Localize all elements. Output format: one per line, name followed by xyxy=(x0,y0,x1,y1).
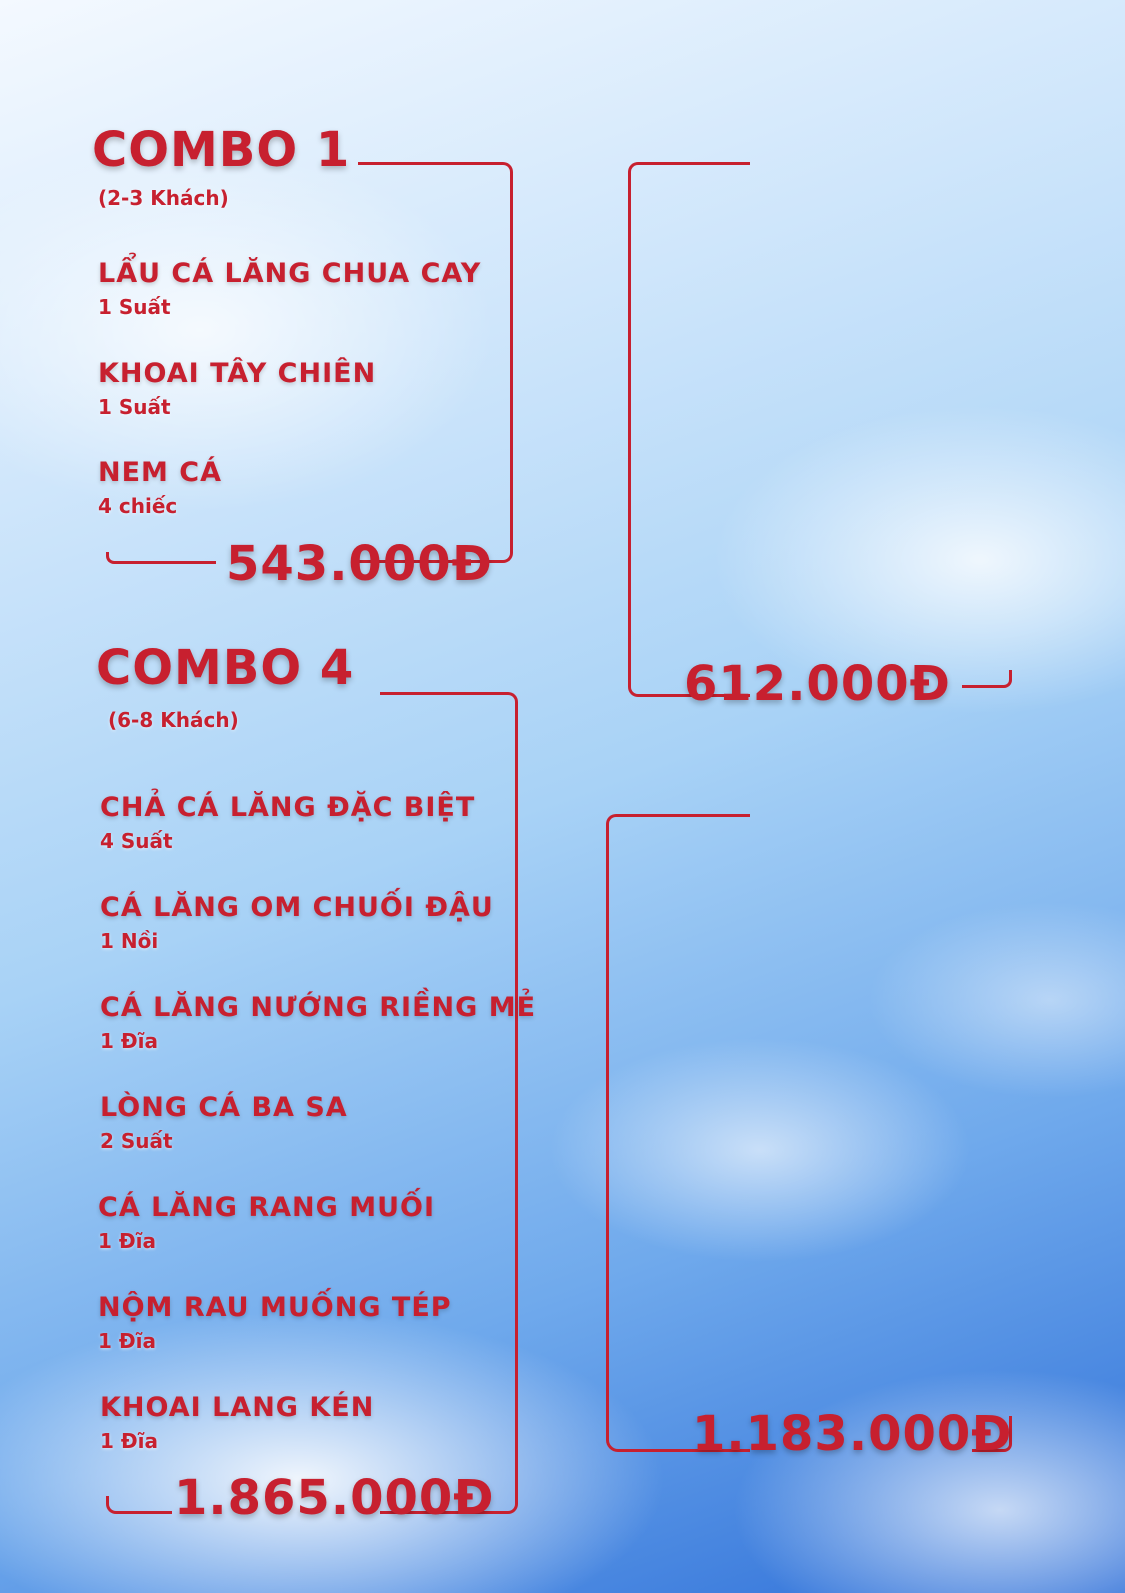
item-name: NỘM RAU MUỐNG TÉP xyxy=(98,1292,452,1323)
item-name: CÁ LĂNG RANG MUỐI xyxy=(98,1192,436,1223)
combo-4-item xyxy=(100,792,475,853)
combo-1-bracket-bottom-left xyxy=(106,552,216,564)
combo-2-bracket xyxy=(628,162,750,697)
item-qty: 1 Đĩa xyxy=(100,1429,158,1453)
item-qty: 1 Suất xyxy=(98,395,171,419)
item-name: CHẢ CÁ LĂNG ĐẶC BIỆT xyxy=(100,792,476,823)
combo-1-price: 543.000Đ xyxy=(226,536,493,592)
item-qty: 1 Nồi xyxy=(100,929,159,953)
item-name: KHOAI LANG KÉN xyxy=(100,1392,375,1423)
item-name: LÒNG CÁ BA SA xyxy=(100,1092,348,1123)
combo-1-title: COMBO 1 xyxy=(92,122,351,178)
combo-4-item xyxy=(100,1392,374,1453)
combo-4-guests: (6-8 Khách) xyxy=(108,708,239,732)
item-name: NEM CÁ xyxy=(98,457,223,488)
combo-4-item xyxy=(100,1092,348,1153)
item-qty: 4 Suất xyxy=(100,829,173,853)
item-qty: 4 chiếc xyxy=(98,494,178,518)
combo-1-item xyxy=(98,358,376,419)
combo-4-item xyxy=(100,892,494,953)
combo-3-price: 1.183.000Đ xyxy=(692,1406,1013,1462)
combo-1-guests: (2-3 Khách) xyxy=(98,186,229,210)
item-qty: 1 Đĩa xyxy=(98,1329,156,1353)
item-qty: 1 Đĩa xyxy=(100,1029,158,1053)
item-qty: 1 Suất xyxy=(98,295,171,319)
item-name: CÁ LĂNG OM CHUỐI ĐẬU xyxy=(100,892,494,923)
combo-4-item xyxy=(98,1192,435,1253)
item-name: CÁ LĂNG NƯỚNG RIỀNG MẺ xyxy=(100,992,537,1023)
combo-3-bracket xyxy=(606,814,750,1452)
combo-1-bracket-top xyxy=(358,162,513,563)
item-name: KHOAI TÂY CHIÊN xyxy=(98,358,377,389)
combo-2-price: 612.000Đ xyxy=(684,656,951,712)
combo-4-price: 1.865.000Đ xyxy=(174,1470,495,1526)
combo-4-title: COMBO 4 xyxy=(96,640,355,696)
item-name: LẨU CÁ LĂNG CHUA CAY xyxy=(98,258,482,289)
combo-4-item xyxy=(98,1292,452,1353)
item-qty: 2 Suất xyxy=(100,1129,173,1153)
combo-1-item xyxy=(98,457,222,518)
combo-4-bracket-bottom-left xyxy=(106,1496,172,1514)
combo-2-bracket-right xyxy=(962,670,1012,688)
item-qty: 1 Đĩa xyxy=(98,1229,156,1253)
combo-4-item xyxy=(100,992,536,1053)
combo-1-item xyxy=(98,258,481,319)
